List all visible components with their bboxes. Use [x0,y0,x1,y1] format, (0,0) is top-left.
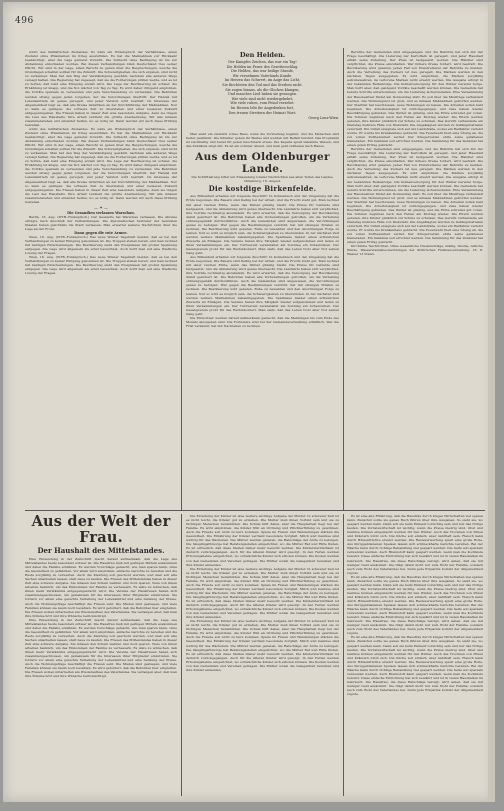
article-text: Es ist eine alte Erfahrung, daß die Hausfrau durch kluges Wirtschaften viel sparen kann. Zunächst sollte sie genau Buch führen über ihre Ausgaben. So sieht sie, wo gespart werden kann. Dann soll sie beim Einkauf vorsichtig sein und nur das Nötige kaufen. Die Vorratswirtschaft ist wichtig, wenn die Preise niedrig sind. Obst und Gemüse können eingemacht werden für den Winter. Auch das Trocknen von Pilzen und Kräutern lohnt sich. Die Küche soll einfach, aber nahrhaft sein. Fleisch kann durch Hülsenfrüchte ersetzt werden. Die Resteverwertung spielt eine große Rolle. Aus übriggebliebenen Speisen lassen sich schmackhafte Gerichte bereiten. Bei der Wäsche kann durch richtige Behandlung viel gespart werden. Die Seife soll sparsam verwendet werden. Auch Brennstoff kann gespart werden, wenn man die Kochkiste benutzt. Diese einfache Einrichtung hat sich bewährt und ist in vielen Haushalten im Gebrauch. Die Hausfrau, die diese Ratschläge befolgt, wird sehen, daß sie mit weniger Geld auskommt. Sie trägt damit nicht nur zum Wohl der Familie, sondern auch zum Wohl des Vaterlandes bei. Denn jede Ersparnis kommt der Allgemeinheit zugute. [347,574,483,636]
weather-note: Kirchliche Nachrichten. Ohne wesentliche Niederschläge, mäßig, frische, östliche Winde. Wasserstandsbeobachtungen der Stöhrlichen Flußbauverwaltung: 16. 8. Wasser 13 Stand. [347,244,483,257]
headline-note: Die Schriftleitung bittet um Einsendung lokaler Nachrichten aus allen Teilen des Landes. Oldenburg, 16. August. [191,175,334,184]
section-title: Die Gesandten verlassen Warschau. [67,210,135,215]
article-text: Eine Einsendung in der Zeitschrift macht darauf aufmerksam, daß die Lage des Mittelstandes heute besonders schwer ist. Die Hausfrau muß mit geringen Mitteln auskommen und dabei die Familie ernähren. Es werden Vorschläge gemacht, wie man sparen kann, ohne die Gesundheit zu gefährden. Vor allem wird empfohlen, einfache Gerichte zu bereiten und die Reste sorgfältig zu verwerten. Auch die Kleidung soll geschont werden, und man soll alte Sachen umarbeiten lassen, statt neue zu kaufen. Die Frauen des Mittelstandes haben in dieser Zeit eine schwere Aufgabe. Sie müssen den Schein wahren und doch sparen. Viele von ihnen arbeiten heimlich, um das Einkommen der Familie zu verbessern. Es wäre zu wünschen, daß ihnen mehr Verständnis entgegengebracht wird. Die Vereine der Hausfrauen haben sich zusammengeschlossen, um gemeinsam für die Interessen ihrer Mitglieder einzutreten. Sie fordern vor allem eine gerechte Verteilung der Lebensmittel und eine Senkung der Preise. Auch die Wohnungsfrage beschäftigt die Frauen sehr. Die Mieten sind gestiegen, und viele Familien können sie kaum noch bezahlen. Es wird gefordert, daß die Behörden hier eingreifen. Die Frauen wollen mitarbeiten am Wiederaufbau des Vaterlandes. Sie verlangen aber, daß man ihre Stimme hört und ihre Wünsche berücksichtigt. [25,557,177,618]
article-headline: Die kostdige Birkenfelde. [208,184,317,194]
column-rule [343,48,344,510]
section-headline: Aus dem Oldenburger Lande. [195,151,330,176]
article-text: Die Erziehung der Kinder ist eine weitere wichtige Aufgabe der Mutter. In schwerer Zeit ist es nicht leicht, die Kinder gut zu erziehen. Die Mutter muß ihnen Vorbild sein und sie zu tüchtigen Menschen heranbilden. Die Schule hilft dabei, aber die Hauptarbeit liegt bei der Familie. Es wird empfohlen, die Kinder früh an Ordnung und Pflichterfüllung zu gewöhnen. Auch die Freude soll nicht zu kurz kommen. Spiele im Freien und Wanderungen stärken die Gesundheit. Die Ernährung der Kinder verdient besondere Sorgfalt. Milch und Gemüse sind wichtig für das Wachstum. Die Mütter werden gebeten, die Ratschläge der Ärzte zu befolgen. Die Säuglingsfürsorge hat Beratungsstellen eingerichtet, wo die Mütter Rat und Hilfe finden. Es ist erfreulich, daß diese Stellen immer mehr besucht werden. Die Kindersterblichkeit ist dadurch zurückgegangen. Auch für die älteren Kinder wird gesorgt. In den Ferien werden Erholungsheime eingerichtet, wo schwächliche Kinder sich erholen können. Die Kosten werden von den Gemeinden und Vereinen getragen. Die Mütter sollen die Gelegenheit benutzen und ihre Kinder anmelden. [186,514,339,567]
column-rule [181,48,182,510]
poem-line: Der Kampfes Zeichen, das war ein Tag! [228,60,297,64]
article-text: Die Erziehung der Kinder ist eine weitere wichtige Aufgabe der Mutter. In schwerer Zeit ist es nicht leicht, die Kinder gut zu erziehen. Die Mutter muß ihnen Vorbild sein und sie zu tüchtigen Menschen heranbilden. Die Schule hilft dabei, aber die Hauptarbeit liegt bei der Familie. Es wird empfohlen, die Kinder früh an Ordnung und Pflichterfüllung zu gewöhnen. Auch die Freude soll nicht zu kurz kommen. Spiele im Freien und Wanderungen stärken die Gesundheit. Die Ernährung der Kinder verdient besondere Sorgfalt. Milch und Gemüse sind wichtig für das Wachstum. Die Mütter werden gebeten, die Ratschläge der Ärzte zu befolgen. Die Säuglingsfürsorge hat Beratungsstellen eingerichtet, wo die Mütter Rat und Hilfe finden. Es ist erfreulich, daß diese Stellen immer mehr besucht werden. Die Kindersterblichkeit ist dadurch zurückgegangen. Auch für die älteren Kinder wird gesorgt. In den Ferien werden Erholungsheime eingerichtet, wo schwächliche Kinder sich erholen können. Die Kosten werden von den Gemeinden und Vereinen getragen. Die Mütter sollen die Gelegenheit benutzen und ihre Kinder anmelden. [186,619,339,672]
article-text: Die Einwohner werden darauf aufmerksam gemacht, daß die Meldungen bis zum Ende des Monats abzugeben sind. Die Formulare sind bei der Gemeindeverwaltung erhältlich. Wer die Frist versäumt, hat mit Nachteilen zu rechnen. [186,315,339,328]
poem-author: Georg Lenz-Wien. [308,116,339,121]
poem-line: Die Helden im Feuer des Gewitterschlag. [226,64,299,69]
poem-line: Im Herzen lebt ihr Angedenken fort, [230,105,295,110]
article-text: Aus Birkenfeld erhalten wir folgende Zuschrift: In Kohlenbach und der Umgebung hat die Ernte begonnen. Die Bauern sind fleißig bei der Arbeit, und die Frucht steht gut. Man rechnet mit einer reichen Ernte, wenn das Wetter günstig bleibt. Die Preise für Getreide sind festgesetzt, und die Ablieferung wird genau überwacht. Die Landwirte haben sich verpflichtet, ihre Vorräte rechtzeitig abzuliefern. Es wird erwartet, daß die Versorgung der Bevölkerung damit gesichert ist. Die Behörden haben alle Vorbereitungen getroffen, um die Verteilung ordnungsgemäß durchzuführen. Auch die Gemeinden sind angewiesen, die Verordnungen genau zu befolgen. Wer gegen die Bestimmungen verstößt, hat mit strengen Strafen zu rechnen. Die Bevölkerung wird gebeten, Ruhe zu bewahren und den Anordnungen Folge zu leisten. Nur so wird es möglich sein, die Schwierigkeiten zu überwinden. In der nächsten Zeit werden weitere Maßnahmen bekanntgegeben. Die Sparkasse meldet einen erfreulichen Zuwachs an Einlagen. Die Vereine haben ihre Tätigkeit wieder aufgenommen und laden zu ihren Versammlungen ein. Der Turnverein veranstaltet am Sonntag ein Schauturnen. Der Gesangverein probt für das Herbstkonzert. Man sieht, daß das Leben trotz aller Not seinen Gang geht. [186,255,339,316]
poem-line: Im Herzen das Schwert, im Auge das Licht, [224,78,301,83]
column-rule [343,514,344,796]
newspaper-page [3,2,495,802]
article-text: Aus Birkenfeld erhalten wir folgende Zuschrift: In Kohlenbach und der Umgebung hat die Ernte begonnen. Die Bauern sind fleißig bei der Arbeit, und die Frucht steht gut. Man rechnet mit einer reichen Ernte, wenn das Wetter günstig bleibt. Die Preise für Getreide sind festgesetzt, und die Ablieferung wird genau überwacht. Die Landwirte haben sich verpflichtet, ihre Vorräte rechtzeitig abzuliefern. Es wird erwartet, daß die Versorgung der Bevölkerung damit gesichert ist. Die Behörden haben alle Vorbereitungen getroffen, um die Verteilung ordnungsgemäß durchzuführen. Auch die Gemeinden sind angewiesen, die Verordnungen genau zu befolgen. Wer gegen die Bestimmungen verstößt, hat mit strengen Strafen zu rechnen. Die Bevölkerung wird gebeten, Ruhe zu bewahren und den Anordnungen Folge zu leisten. Nur so wird es möglich sein, die Schwierigkeiten zu überwinden. In der nächsten Zeit werden weitere Maßnahmen bekanntgegeben. Die Sparkasse meldet einen erfreulichen Zuwachs an Einlagen. Die Vereine haben ihre Tätigkeit wieder aufgenommen und laden zu ihren Versammlungen ein. Der Turnverein veranstaltet am Sonntag ein Schauturnen. Der Gesangverein probt für das Herbstkonzert. Man sieht, daß das Leben trotz aller Not seinen Gang geht. [186,194,339,256]
article-text: Berichte der Gemeinden sind eingegangen, und die Behörde hat sich mit der Frage beschäftigt. Die Lieferung der Kartoffeln ist geregelt, und jeder Haushalt erhält seine Zuteilung. Der Preis ist festgesetzt worden. Die Händler sind verpflichtet, die Preise einzuhalten. Wer höhere Preise fordert, wird bestraft. Die Bevölkerung wird gebeten, jeden Fall von Preistreiberei der Behörde zu melden. Auch die Verteilung des Zuckers ist neu geregelt. Die Marken werden in den nächsten Tagen ausgegeben. Es wird empfohlen, die Marken sorgfältig aufzubewahren, da verlorene Marken nicht ersetzt werden. Die Ausgabe erfolgt in der bekannten Reihenfolge. Die Kohlenversorgung für den Winter bereitet Sorge. Man hofft aber, daß genügend Vorräte beschafft werden können. Die Gemeinde hat bereits Schritte unternommen, um die Lieferung sicherzustellen. Eine Versammlung der Hausbesitzer findet am Donnerstag statt. Es soll über die Mietfrage verhandelt werden. Die Wohnungsnot ist groß, und es müssen Maßnahmen getroffen werden. Der Stadtrat hat beschlossen, neue Wohnungen zu bauen. Die Arbeiten sollen bald beginnen. Die Arbeitslosigkeit ist zurückgegangen, und viele haben wieder Beschäftigung gefunden. Das Wetter ist günstig, und die Ernte schreitet gut voran. Die Schulen beginnen nach den Ferien am Montag wieder. Die Eltern werden gebeten, ihre Kinder pünktlich zur Schule zu schicken. Das Gericht verhandelte am Dienstag mehrere Fälle von Diebstahl. Die Angeklagten wurden zu Gefängnisstrafen verurteilt. Ein Unfall ereignete sich auf der Landstraße, wobei ein Radfahrer verletzt wurde. Er wurde ins Krankenhaus gebracht. Die Feuerwehr hielt eine Übung ab, die zur vollen Zufriedenheit verlief. Der Kriegerverein ehrte seine gefallenen Kameraden. Ein Denkmal soll errichtet werden. Die Sammlung für das Denkmal hat einen guten Ertrag gebracht. [347,147,483,245]
poem-line: Wie viele ruhen, vom Feind verzehrt. [230,101,295,106]
article-text: Eine Einsendung in der Zeitschrift macht darauf aufmerksam, daß die Lage des Mittelstandes heute besonders schwer ist. Die Hausfrau muß mit geringen Mitteln auskommen und dabei die Familie ernähren. Es werden Vorschläge gemacht, wie man sparen kann, ohne die Gesundheit zu gefährden. Vor allem wird empfohlen, einfache Gerichte zu bereiten und die Reste sorgfältig zu verwerten. Auch die Kleidung soll geschont werden, und man soll alte Sachen umarbeiten lassen, statt neue zu kaufen. Die Frauen des Mittelstandes haben in dieser Zeit eine schwere Aufgabe. Sie müssen den Schein wahren und doch sparen. Viele von ihnen arbeiten heimlich, um das Einkommen der Familie zu verbessern. Es wäre zu wünschen, daß ihnen mehr Verständnis entgegengebracht wird. Die Vereine der Hausfrauen haben sich zusammengeschlossen, um gemeinsam für die Interessen ihrer Mitglieder einzutreten. Sie fordern vor allem eine gerechte Verteilung der Lebensmittel und eine Senkung der Preise. Auch die Wohnungsfrage beschäftigt die Frauen sehr. Die Mieten sind gestiegen, und viele Familien können sie kaum noch bezahlen. Es wird gefordert, daß die Behörden hier eingreifen. Die Frauen wollen mitarbeiten am Wiederaufbau des Vaterlandes. Sie verlangen aber, daß man ihre Stimme hört und ihre Wünsche berücksichtigt. [25,617,177,679]
article-text: Es ist eine alte Erfahrung, daß die Hausfrau durch kluges Wirtschaften viel sparen kann. Zunächst sollte sie genau Buch führen über ihre Ausgaben. So sieht sie, wo gespart werden kann. Dann soll sie beim Einkauf vorsichtig sein und nur das Nötige kaufen. Die Vorratswirtschaft ist wichtig, wenn die Preise niedrig sind. Obst und Gemüse können eingemacht werden für den Winter. Auch das Trocknen von Pilzen und Kräutern lohnt sich. Die Küche soll einfach, aber nahrhaft sein. Fleisch kann durch Hülsenfrüchte ersetzt werden. Die Resteverwertung spielt eine große Rolle. Aus übriggebliebenen Speisen lassen sich schmackhafte Gerichte bereiten. Bei der Wäsche kann durch richtige Behandlung viel gespart werden. Die Seife soll sparsam verwendet werden. Auch Brennstoff kann gespart werden, wenn man die Kochkiste benutzt. Diese einfache Einrichtung hat sich bewährt und ist in vielen Haushalten im Gebrauch. Die Hausfrau, die diese Ratschläge befolgt, wird sehen, daß sie mit weniger Geld auskommt. Sie trägt damit nicht nur zum Wohl der Familie, sondern auch zum Wohl des Vaterlandes bei. Denn jede Ersparnis kommt der Allgemeinheit zugute. [347,635,483,697]
column-rule [181,514,182,796]
article-text: wicht des militärischen Zustandes. Es wäre ein Widerspruch der Verhältnisse, einen Zustand ohne Präsidenten im Krieg auszufüllen. Es hat die Maßnahmen zur Rückkehr beabsichtigt, aber die Lage gebietet Vorsicht. Die Schlacht ohne Bedingung ist bis zur Abdankung entschieden worden. Bei diesen Verhandlungen blieb Deutschland treu seiner Pflicht. Wir sind in der Lage, einen Bericht zu geben über die Besprechungen, welche die Grundlagen schaffen sollten für die Zukunft. Die Schwierigkeiten, die sich ergeben, sind nicht zu verkennen. Man hat den Weg der Verständigung gewählt, nachdem alle anderen Wege versagt hatten. Die Regierung hat zugesagt, daß sie die Forderungen prüfen werde, und es ist zu hoffen, daß bald eine Einigung erzielt wird. Die Lage der Bevölkerung ist schwer, die Ernährung ist knapp, und die Not wächst von Tag zu Tag. Es wird daher dringend empfohlen, die Vorräte sparsam zu verwenden und jede Verschwendung zu vermeiden. Die Behörden werden streng gegen jeden vorgehen, der die Verordnungen übertritt. Der Handel mit Lebensmitteln ist genau geregelt, und jeder Verstoß wird bestraft. Im Interesse der Allgemeinheit liegt es, daß alle Kreise mitwirken an der Durchführung der Maßnahmen. Nur so kann es gelingen, die schwere Zeit zu überstehen und einer besseren Zukunft entgegenzugehen. Die Frauen haben in dieser Zeit eine besondere Aufgabe, denn sie tragen die Last des Haushalts. Ihre Arbeit verdient die größte Anerkennung. Wir alle müssen zusammenstehen und einander helfen, wo es nötig ist. Dann werden wir auch diese Prüfung bestehen. [25,50,177,127]
article-text: Berichte der Gemeinden sind eingegangen, und die Behörde hat sich mit der Frage beschäftigt. Die Lieferung der Kartoffeln ist geregelt, und jeder Haushalt erhält seine Zuteilung. Der Preis ist festgesetzt worden. Die Händler sind verpflichtet, die Preise einzuhalten. Wer höhere Preise fordert, wird bestraft. Die Bevölkerung wird gebeten, jeden Fall von Preistreiberei der Behörde zu melden. Auch die Verteilung des Zuckers ist neu geregelt. Die Marken werden in den nächsten Tagen ausgegeben. Es wird empfohlen, die Marken sorgfältig aufzubewahren, da verlorene Marken nicht ersetzt werden. Die Ausgabe erfolgt in der bekannten Reihenfolge. Die Kohlenversorgung für den Winter bereitet Sorge. Man hofft aber, daß genügend Vorräte beschafft werden können. Die Gemeinde hat bereits Schritte unternommen, um die Lieferung sicherzustellen. Eine Versammlung der Hausbesitzer findet am Donnerstag statt. Es soll über die Mietfrage verhandelt werden. Die Wohnungsnot ist groß, und es müssen Maßnahmen getroffen werden. Der Stadtrat hat beschlossen, neue Wohnungen zu bauen. Die Arbeiten sollen bald beginnen. Die Arbeitslosigkeit ist zurückgegangen, und viele haben wieder Beschäftigung gefunden. Das Wetter ist günstig, und die Ernte schreitet gut voran. Die Schulen beginnen nach den Ferien am Montag wieder. Die Eltern werden gebeten, ihre Kinder pünktlich zur Schule zu schicken. Das Gericht verhandelte am Dienstag mehrere Fälle von Diebstahl. Die Angeklagten wurden zu Gefängnisstrafen verurteilt. Ein Unfall ereignete sich auf der Landstraße, wobei ein Radfahrer verletzt wurde. Er wurde ins Krankenhaus gebracht. Die Feuerwehr hielt eine Übung ab, die zur vollen Zufriedenheit verlief. Der Kriegerverein ehrte seine gefallenen Kameraden. Ein Denkmal soll errichtet werden. Die Sammlung für das Denkmal hat einen guten Ertrag gebracht. [347,50,483,148]
section-subtitle: Dann gegen die rote Armee. [74,230,128,235]
binding-edge [488,2,495,802]
poem [186,51,339,120]
article-text: Wien, 16. Aug. (WTB.-Funkspruch.) Das neue Wiener Tageblatt meldet, daß es bei den Verhandlungen zu keiner Einigung gekommen ist. Die Truppen stehen bereit, und man rechnet mit baldigen Entscheidungen. Die Bevölkerung sieht den Ereignissen mit großer Spannung entgegen. Die Lage wird allgemein als ernst bezeichnet, doch hofft man auf eine friedliche Lösung der Fragen. [25,234,177,256]
column-2 [186,50,339,508]
poem-line: Und manches Lied haben sie gesungen. [227,92,298,97]
poem-line: Sie zogen hinaus, als die Glocken klangen, [225,87,300,92]
poem-title: Den Helden. [239,51,286,59]
column-1 [25,50,177,508]
poem-line: Die Helden, das war heilige Stunde, [231,69,294,74]
article-text: Berlin, 16. Aug. (WTB.-Funkspruch.) Der Gesandte hat Warschau verlassen. Die Abreise erfolgte nach Abschluß der Verhandlungen. Die diplomatischen Vertreter der neutralen Staaten haben gleichfalls die Stadt verlassen. Man erwartet weitere Nachrichten über die Lage an der Front. [25,214,177,231]
page-number: 496 [15,16,34,26]
article-text: Es ist eine alte Erfahrung, daß die Hausfrau durch kluges Wirtschaften viel sparen kann. Zunächst sollte sie genau Buch führen über ihre Ausgaben. So sieht sie, wo gespart werden kann. Dann soll sie beim Einkauf vorsichtig sein und nur das Nötige kaufen. Die Vorratswirtschaft ist wichtig, wenn die Preise niedrig sind. Obst und Gemüse können eingemacht werden für den Winter. Auch das Trocknen von Pilzen und Kräutern lohnt sich. Die Küche soll einfach, aber nahrhaft sein. Fleisch kann durch Hülsenfrüchte ersetzt werden. Die Resteverwertung spielt eine große Rolle. Aus übriggebliebenen Speisen lassen sich schmackhafte Gerichte bereiten. Bei der Wäsche kann durch richtige Behandlung viel gespart werden. Die Seife soll sparsam verwendet werden. Auch Brennstoff kann gespart werden, wenn man die Kochkiste benutzt. Diese einfache Einrichtung hat sich bewährt und ist in vielen Haushalten im Gebrauch. Die Hausfrau, die diese Ratschläge befolgt, wird sehen, daß sie mit weniger Geld auskommt. Sie trägt damit nicht nur zum Wohl der Familie, sondern auch zum Wohl des Vaterlandes bei. Denn jede Ersparnis kommt der Allgemeinheit zugute. [347,514,483,575]
article-text: Die Erziehung der Kinder ist eine weitere wichtige Aufgabe der Mutter. In schwerer Zeit ist es nicht leicht, die Kinder gut zu erziehen. Die Mutter muß ihnen Vorbild sein und sie zu tüchtigen Menschen heranbilden. Die Schule hilft dabei, aber die Hauptarbeit liegt bei der Familie. Es wird empfohlen, die Kinder früh an Ordnung und Pflichterfüllung zu gewöhnen. Auch die Freude soll nicht zu kurz kommen. Spiele im Freien und Wanderungen stärken die Gesundheit. Die Ernährung der Kinder verdient besondere Sorgfalt. Milch und Gemüse sind wichtig für das Wachstum. Die Mütter werden gebeten, die Ratschläge der Ärzte zu befolgen. Die Säuglingsfürsorge hat Beratungsstellen eingerichtet, wo die Mütter Rat und Hilfe finden. Es ist erfreulich, daß diese Stellen immer mehr besucht werden. Die Kindersterblichkeit ist dadurch zurückgegangen. Auch für die älteren Kinder wird gesorgt. In den Ferien werden Erholungsheime eingerichtet, wo schwächliche Kinder sich erholen können. Die Kosten werden von den Gemeinden und Vereinen getragen. Die Mütter sollen die Gelegenheit benutzen und ihre Kinder anmelden. [186,566,339,620]
divider-ornament: — ✦ — [94,204,108,210]
poem-line: Wie viele sind nicht wiedergekehrt, [231,96,294,101]
article-text: Wien, 16. Aug. (WTB.-Funkspruch.) Das neue Wiener Tageblatt meldet, daß es bei den Verhandlungen zu keiner Einigung gekommen ist. Die Truppen stehen bereit, und man rechnet mit baldigen Entscheidungen. Die Bevölkerung sieht den Ereignissen mit großer Spannung entgegen. Die Lage wird allgemein als ernst bezeichnet, doch hofft man auf eine friedliche Lösung der Fragen. [25,255,177,276]
article-text: Man sieht ein ziemlich volles Haus, wenn die Vorstellung beginnt, und die Menschen sind heiter gestimmt. Die Künstler geben ihr Bestes und werden mit Beifall belohnt. Das Programm ist reichhaltig und bietet für jeden Geschmack etwas. Die Kapelle spielt bekannte Weisen, und das Publikum singt mit. Es ist ein schöner Abend, und man geht zufrieden nach Hause. [186,132,339,149]
poem-line: Den treuen Streitern der Heimat Wort. [228,110,297,115]
column-3 [347,50,483,508]
women-section-subtitle: Der Haushalt des Mittelstandes. [37,546,165,555]
women-section-headline: Aus der Welt der Frau. [31,514,171,546]
article-text: wicht des militärischen Zustandes. Es wäre ein Widerspruch der Verhältnisse, einen Zustand ohne Präsidenten im Krieg auszufüllen. Es hat die Maßnahmen zur Rückkehr beabsichtigt, aber die Lage gebietet Vorsicht. Die Schlacht ohne Bedingung ist bis zur Abdankung entschieden worden. Bei diesen Verhandlungen blieb Deutschland treu seiner Pflicht. Wir sind in der Lage, einen Bericht zu geben über die Besprechungen, welche die Grundlagen schaffen sollten für die Zukunft. Die Schwierigkeiten, die sich ergeben, sind nicht zu verkennen. Man hat den Weg der Verständigung gewählt, nachdem alle anderen Wege versagt hatten. Die Regierung hat zugesagt, daß sie die Forderungen prüfen werde, und es ist zu hoffen, daß bald eine Einigung erzielt wird. Die Lage der Bevölkerung ist schwer, die Ernährung ist knapp, und die Not wächst von Tag zu Tag. Es wird daher dringend empfohlen, die Vorräte sparsam zu verwenden und jede Verschwendung zu vermeiden. Die Behörden werden streng gegen jeden vorgehen, der die Verordnungen übertritt. Der Handel mit Lebensmitteln ist genau geregelt, und jeder Verstoß wird bestraft. Im Interesse der Allgemeinheit liegt es, daß alle Kreise mitwirken an der Durchführung der Maßnahmen. Nur so kann es gelingen, die schwere Zeit zu überstehen und einer besseren Zukunft entgegenzugehen. Die Frauen haben in dieser Zeit eine besondere Aufgabe, denn sie tragen die Last des Haushalts. Ihre Arbeit verdient die größte Anerkennung. Wir alle müssen zusammenstehen und einander helfen, wo es nötig ist. Dann werden wir auch diese Prüfung bestehen. [25,126,177,204]
lower-column-1 [25,514,177,796]
section-rule [25,510,485,511]
poem-line: Wir vernehmen Vaterlands Kunde. [232,73,293,78]
lower-column-2 [186,514,339,796]
lower-column-3 [347,514,483,796]
poem-line: Sie fürchteten den Tod und das Sterben nicht. [222,82,303,87]
